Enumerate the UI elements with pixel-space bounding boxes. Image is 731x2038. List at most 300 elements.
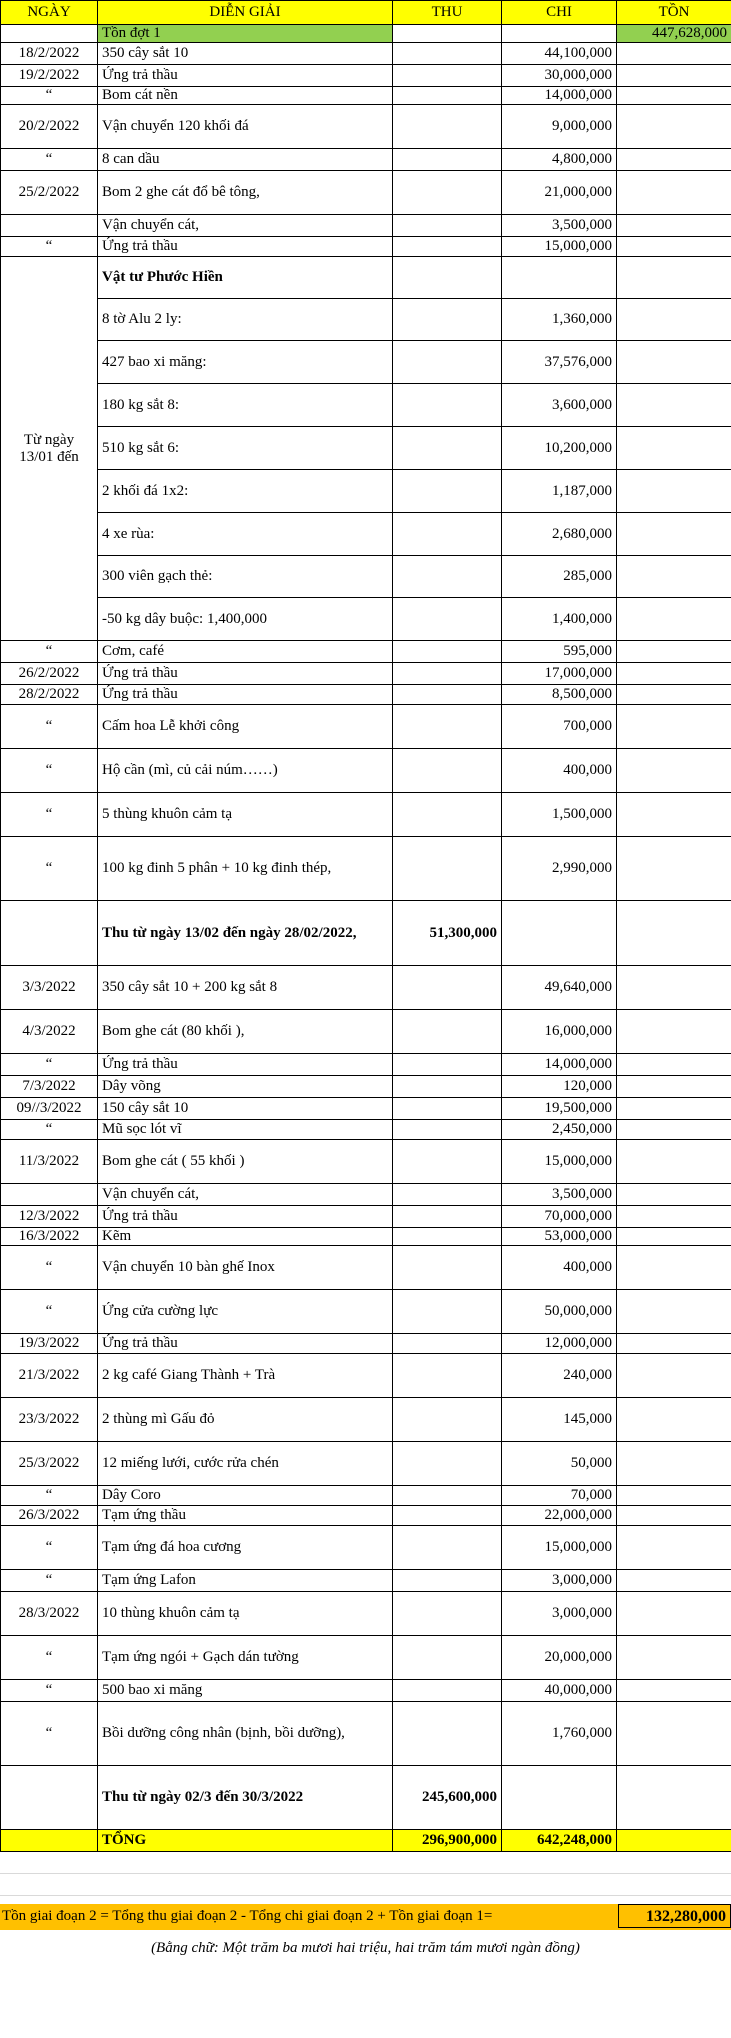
- table-row: [1, 1098, 731, 1120]
- cell-date: 11/3/2022: [1, 1140, 98, 1184]
- cell-desc: 300 viên gạch thẻ:: [98, 556, 393, 598]
- cell-chi: 14,000,000: [502, 1054, 617, 1076]
- cell-thu: [393, 43, 502, 65]
- table-row: [1, 705, 731, 749]
- cell-thu: [393, 1680, 502, 1702]
- table-row: [1, 598, 731, 641]
- cell-ton: [617, 427, 731, 470]
- table-row: [1, 384, 731, 427]
- table-row: [1, 341, 731, 384]
- cell-ton: [617, 87, 731, 105]
- cell-date: 25/3/2022: [1, 1442, 98, 1486]
- cell-chi: 37,576,000: [502, 341, 617, 384]
- cell-desc: Dây Coro: [98, 1486, 393, 1506]
- cell-desc: 10 thùng khuôn cảm tạ: [98, 1592, 393, 1636]
- cell-ton: [617, 513, 731, 556]
- amount-in-words: (Bằng chữ: Một trăm ba mươi hai triệu, hai trăm tám mươi ngàn đồng): [151, 1940, 580, 1956]
- cell-date: 16/3/2022: [1, 1228, 98, 1246]
- cell-date: 26/3/2022: [1, 1506, 98, 1526]
- cell-chi: 17,000,000: [502, 663, 617, 685]
- cell-thu: [393, 25, 502, 43]
- cell-desc: 350 cây sắt 10: [98, 43, 393, 65]
- cell-desc: Bom cát nền: [98, 87, 393, 105]
- cell-chi: 285,000: [502, 556, 617, 598]
- table-row: [1, 1398, 731, 1442]
- cell-thu: [393, 1486, 502, 1506]
- cell-desc: Tạm ứng thầu: [98, 1506, 393, 1526]
- cell-chi: 3,000,000: [502, 1592, 617, 1636]
- cell-desc: Dây võng: [98, 1076, 393, 1098]
- cell-chi: 53,000,000: [502, 1228, 617, 1246]
- cell-chi: 3,600,000: [502, 384, 617, 427]
- cell-thu: [393, 1246, 502, 1290]
- cell-desc: 4 xe rùa:: [98, 513, 393, 556]
- empty-row: [0, 1874, 731, 1896]
- cell-chi: 3,500,000: [502, 215, 617, 237]
- cell-date: “: [1, 1054, 98, 1076]
- table-row: [1, 1526, 731, 1570]
- header-chi: CHI: [502, 1, 617, 25]
- table-row: [1, 793, 731, 837]
- cell-date: “: [1, 837, 98, 901]
- header-dien-giai: DIỄN GIẢI: [98, 1, 393, 25]
- cell-ton: [617, 1442, 731, 1486]
- cell-thu: [393, 299, 502, 341]
- cell-date: [1, 1766, 98, 1830]
- cell-thu: [393, 1054, 502, 1076]
- cell-thu: [393, 641, 502, 663]
- cell-desc: 510 kg sắt 6:: [98, 427, 393, 470]
- cell-date: [1, 25, 98, 43]
- cell-ton: [617, 1098, 731, 1120]
- cell-desc: Vận chuyển cát,: [98, 1184, 393, 1206]
- cell-thu: [393, 705, 502, 749]
- cell-ton: [617, 1290, 731, 1334]
- table-row: [1, 1592, 731, 1636]
- cell-thu: [393, 384, 502, 427]
- cell-desc: 150 cây sắt 10: [98, 1098, 393, 1120]
- table-row: [1, 513, 731, 556]
- cell-chi: 14,000,000: [502, 87, 617, 105]
- cell-desc: Bom ghe cát (80 khối ),: [98, 1010, 393, 1054]
- cell-chi: 240,000: [502, 1354, 617, 1398]
- cell-thu: [393, 793, 502, 837]
- cell-ton: [617, 1246, 731, 1290]
- cell-date: “: [1, 149, 98, 171]
- cell-desc: Ứng trả thầu: [98, 1054, 393, 1076]
- table-row: [1, 1766, 731, 1830]
- cell-date: “: [1, 1570, 98, 1592]
- cell-desc: Tạm ứng ngói + Gạch dán tường: [98, 1636, 393, 1680]
- cell-ton: [617, 257, 731, 299]
- cell-thu: [393, 427, 502, 470]
- cell-desc: Ứng trả thầu: [98, 1206, 393, 1228]
- cell-desc: Kẽm: [98, 1228, 393, 1246]
- cell-chi: 3,000,000: [502, 1570, 617, 1592]
- cell-chi: 19,500,000: [502, 1098, 617, 1120]
- cell-ton: [617, 1354, 731, 1398]
- cell-desc: Cơm, café: [98, 641, 393, 663]
- cell-ton: [617, 793, 731, 837]
- table-row: [1, 837, 731, 901]
- cell-chi: 12,000,000: [502, 1334, 617, 1354]
- total-row: [1, 1830, 731, 1852]
- cell-desc: Bom ghe cát ( 55 khối ): [98, 1140, 393, 1184]
- cell-ton: 447,628,000: [617, 25, 731, 43]
- cell-thu: [393, 1354, 502, 1398]
- cell-desc: Ứng trả thầu: [98, 685, 393, 705]
- cell-desc: Mũ sọc lót vĩ: [98, 1120, 393, 1140]
- cell-thu: [393, 1076, 502, 1098]
- table-row: [1, 65, 731, 87]
- cell-ton: [617, 1228, 731, 1246]
- cell-desc: 2 khối đá 1x2:: [98, 470, 393, 513]
- cell-thu: [393, 598, 502, 641]
- cell-ton: [617, 299, 731, 341]
- cell-thu: 245,600,000: [393, 1766, 502, 1830]
- cell-desc: 8 tờ Alu 2 ly:: [98, 299, 393, 341]
- cell-desc: 427 bao xi măng:: [98, 341, 393, 384]
- cell-thu: [393, 966, 502, 1010]
- cell-chi: 15,000,000: [502, 1526, 617, 1570]
- cell-date: “: [1, 87, 98, 105]
- cell-desc: Bom 2 ghe cát đổ bê tông,: [98, 171, 393, 215]
- cell-chi: 40,000,000: [502, 1680, 617, 1702]
- cell-thu: [393, 1334, 502, 1354]
- cell-thu: [393, 837, 502, 901]
- cell-thu: [393, 1228, 502, 1246]
- table-row: [1, 1680, 731, 1702]
- table-row: [1, 685, 731, 705]
- cell-desc: Tạm ứng Lafon: [98, 1570, 393, 1592]
- table-row: [1, 1120, 731, 1140]
- table-row: [1, 1054, 731, 1076]
- cell-thu: [393, 1702, 502, 1766]
- cell-chi: 3,500,000: [502, 1184, 617, 1206]
- table-row: [1, 1354, 731, 1398]
- cell-thu: [393, 65, 502, 87]
- cell-thu: [393, 105, 502, 149]
- table-row: [1, 299, 731, 341]
- header-row: [1, 1, 731, 25]
- cell-chi: 2,680,000: [502, 513, 617, 556]
- cell-chi: 50,000,000: [502, 1290, 617, 1334]
- table-row: [1, 25, 731, 43]
- cell-desc: Thu từ ngày 02/3 đến 30/3/2022: [98, 1766, 393, 1830]
- table-row: [1, 1442, 731, 1486]
- header-ton: TỒN: [617, 1, 731, 25]
- table-row: [1, 966, 731, 1010]
- cell-desc: Vận chuyển 120 khối đá: [98, 105, 393, 149]
- table-row: [1, 149, 731, 171]
- cell-chi: [502, 25, 617, 43]
- table-row: [1, 1334, 731, 1354]
- table-row: [1, 1290, 731, 1334]
- cell-date: 19/3/2022: [1, 1334, 98, 1354]
- cell-desc: 12 miếng lưới, cước rửa chén: [98, 1442, 393, 1486]
- cell-chi: 44,100,000: [502, 43, 617, 65]
- cell-desc: Vật tư Phước Hiền: [98, 257, 393, 299]
- cell-date: 18/2/2022: [1, 43, 98, 65]
- table-row: [1, 663, 731, 685]
- cell-thu: [393, 237, 502, 257]
- cell-date: [1, 901, 98, 966]
- cell-chi: 4,800,000: [502, 149, 617, 171]
- cell-chi: [502, 257, 617, 299]
- cell-desc: Ứng trả thầu: [98, 237, 393, 257]
- cell-ton: [617, 1766, 731, 1830]
- cell-chi: 30,000,000: [502, 65, 617, 87]
- cell-date: 21/3/2022: [1, 1354, 98, 1398]
- cell-desc: 100 kg đinh 5 phân + 10 kg đinh thép,: [98, 837, 393, 901]
- cell-date: “: [1, 1246, 98, 1290]
- cell-chi: 16,000,000: [502, 1010, 617, 1054]
- cell-date: 28/2/2022: [1, 685, 98, 705]
- cell-chi: 22,000,000: [502, 1506, 617, 1526]
- cell-chi: [502, 901, 617, 966]
- cell-ton: [617, 1184, 731, 1206]
- cell-date: “: [1, 749, 98, 793]
- table-row: [1, 1246, 731, 1290]
- cell-date: 20/2/2022: [1, 105, 98, 149]
- cell-chi: 400,000: [502, 749, 617, 793]
- cell-date: [1, 1830, 98, 1852]
- cell-ton: [617, 556, 731, 598]
- table-row: [1, 556, 731, 598]
- table-row: [1, 427, 731, 470]
- cell-date: “: [1, 1680, 98, 1702]
- table-row: [1, 171, 731, 215]
- cell-desc: Ứng trả thầu: [98, 1334, 393, 1354]
- cell-ton: [617, 171, 731, 215]
- cell-ton: [617, 837, 731, 901]
- table-row: [1, 1570, 731, 1592]
- table-row: [1, 105, 731, 149]
- cell-date: “: [1, 793, 98, 837]
- cell-thu: [393, 215, 502, 237]
- cell-ton: [617, 65, 731, 87]
- summary-label: Tồn giai đoạn 2 = Tổng thu giai đoạn 2 - Tổng chi giai đoạn 2 + Tồn giai đoạn 1=: [2, 1908, 493, 1924]
- cell-ton: [617, 663, 731, 685]
- cell-desc: Tạm ứng đá hoa cương: [98, 1526, 393, 1570]
- cell-thu: [393, 1506, 502, 1526]
- table-row: [1, 257, 731, 299]
- cell-date: “: [1, 237, 98, 257]
- cell-ton: [617, 641, 731, 663]
- cell-thu: 51,300,000: [393, 901, 502, 966]
- cell-ton: [617, 341, 731, 384]
- table-row: [1, 43, 731, 65]
- table-row: [1, 1486, 731, 1506]
- cell-ton: [617, 705, 731, 749]
- cell-ton: [617, 470, 731, 513]
- table-row: [1, 1636, 731, 1680]
- cell-date: 26/2/2022: [1, 663, 98, 685]
- cell-ton: [617, 1526, 731, 1570]
- cell-chi: 1,500,000: [502, 793, 617, 837]
- cell-chi: 595,000: [502, 641, 617, 663]
- cell-chi: 2,450,000: [502, 1120, 617, 1140]
- cell-thu: [393, 1206, 502, 1228]
- cell-ton: [617, 749, 731, 793]
- cell-chi: 70,000,000: [502, 1206, 617, 1228]
- cell-date: 25/2/2022: [1, 171, 98, 215]
- cell-date: [1, 215, 98, 237]
- cell-ton: [617, 1702, 731, 1766]
- cell-date: “: [1, 705, 98, 749]
- table-row: [1, 470, 731, 513]
- cell-chi: 1,187,000: [502, 470, 617, 513]
- cell-chi: 20,000,000: [502, 1636, 617, 1680]
- cell-ton: [617, 1830, 731, 1852]
- cell-chi: 400,000: [502, 1246, 617, 1290]
- cell-ton: [617, 1398, 731, 1442]
- table-row: [1, 1228, 731, 1246]
- cell-desc: Thu từ ngày 13/02 đến ngày 28/02/2022,: [98, 901, 393, 966]
- cell-desc: -50 kg dây buộc: 1,400,000: [98, 598, 393, 641]
- header-thu: THU: [393, 1, 502, 25]
- table-row: [1, 87, 731, 105]
- cell-ton: [617, 685, 731, 705]
- cell-desc: 180 kg sắt 8:: [98, 384, 393, 427]
- cell-thu: [393, 1526, 502, 1570]
- cell-thu: [393, 1636, 502, 1680]
- cell-ton: [617, 1570, 731, 1592]
- cell-ton: [617, 1506, 731, 1526]
- cell-chi: 21,000,000: [502, 171, 617, 215]
- cell-ton: [617, 1486, 731, 1506]
- cell-thu: [393, 1184, 502, 1206]
- cell-desc: Bồi dưỡng công nhân (bịnh, bồi dưỡng),: [98, 1702, 393, 1766]
- table-row: [1, 1184, 731, 1206]
- cell-thu: [393, 1120, 502, 1140]
- table-row: [1, 1506, 731, 1526]
- table-row: [1, 1206, 731, 1228]
- cell-desc: TỔNG: [98, 1830, 393, 1852]
- cell-date: “: [1, 1486, 98, 1506]
- cell-chi: [502, 1766, 617, 1830]
- table-row: [1, 1010, 731, 1054]
- cell-thu: [393, 171, 502, 215]
- cell-desc: Vận chuyển 10 bàn ghế Inox: [98, 1246, 393, 1290]
- cell-chi: 642,248,000: [502, 1830, 617, 1852]
- cell-desc: 2 thùng mì Gấu đỏ: [98, 1398, 393, 1442]
- cell-thu: [393, 1140, 502, 1184]
- cell-thu: [393, 513, 502, 556]
- cell-thu: [393, 257, 502, 299]
- cell-desc: Ứng cửa cường lực: [98, 1290, 393, 1334]
- cell-thu: [393, 1398, 502, 1442]
- cell-chi: 15,000,000: [502, 1140, 617, 1184]
- cell-desc: Hộ cần (mì, củ cải núm……): [98, 749, 393, 793]
- cell-thu: [393, 556, 502, 598]
- table-row: [1, 749, 731, 793]
- ledger-body: [1, 25, 731, 1852]
- summary-value: 132,280,000: [618, 1904, 731, 1928]
- cell-desc: 350 cây sắt 10 + 200 kg sắt 8: [98, 966, 393, 1010]
- cell-date: 09//3/2022: [1, 1098, 98, 1120]
- cell-date: 3/3/2022: [1, 966, 98, 1010]
- cell-date: 23/3/2022: [1, 1398, 98, 1442]
- cell-thu: 296,900,000: [393, 1830, 502, 1852]
- cell-chi: 700,000: [502, 705, 617, 749]
- cell-thu: [393, 1290, 502, 1334]
- cell-ton: [617, 598, 731, 641]
- cell-chi: 15,000,000: [502, 237, 617, 257]
- cell-date: 12/3/2022: [1, 1206, 98, 1228]
- cell-ton: [617, 1140, 731, 1184]
- cell-date: 7/3/2022: [1, 1076, 98, 1098]
- cell-ton: [617, 1592, 731, 1636]
- cell-thu: [393, 1098, 502, 1120]
- cell-desc: 8 can dầu: [98, 149, 393, 171]
- cell-thu: [393, 1592, 502, 1636]
- cell-chi: 1,360,000: [502, 299, 617, 341]
- cell-thu: [393, 1570, 502, 1592]
- cell-thu: [393, 1010, 502, 1054]
- cell-chi: 2,990,000: [502, 837, 617, 901]
- cell-chi: 10,200,000: [502, 427, 617, 470]
- cell-ton: [617, 1076, 731, 1098]
- cell-chi: 145,000: [502, 1398, 617, 1442]
- cell-chi: 70,000: [502, 1486, 617, 1506]
- cell-chi: 50,000: [502, 1442, 617, 1486]
- cell-ton: [617, 1636, 731, 1680]
- cell-date: “: [1, 1120, 98, 1140]
- cell-desc: Cấm hoa Lễ khởi công: [98, 705, 393, 749]
- cell-thu: [393, 1442, 502, 1486]
- cell-date: “: [1, 1702, 98, 1766]
- cell-chi: 9,000,000: [502, 105, 617, 149]
- cell-desc: Vận chuyển cát,: [98, 215, 393, 237]
- cell-thu: [393, 149, 502, 171]
- cell-date: [1, 1184, 98, 1206]
- table-row: [1, 901, 731, 966]
- table-row: [1, 1076, 731, 1098]
- cell-thu: [393, 663, 502, 685]
- cell-chi: 8,500,000: [502, 685, 617, 705]
- header-ngay: NGÀY: [1, 1, 98, 25]
- cell-desc: 500 bao xi măng: [98, 1680, 393, 1702]
- summary-bar: [0, 1904, 731, 1930]
- cell-thu: [393, 685, 502, 705]
- cell-desc: Ứng trả thầu: [98, 65, 393, 87]
- empty-row: [0, 1852, 731, 1874]
- cell-date: 4/3/2022: [1, 1010, 98, 1054]
- cell-date: 28/3/2022: [1, 1592, 98, 1636]
- cell-chi: 49,640,000: [502, 966, 617, 1010]
- cell-ton: [617, 901, 731, 966]
- cell-desc: Ứng trả thầu: [98, 663, 393, 685]
- cell-desc: 2 kg café Giang Thành + Trà: [98, 1354, 393, 1398]
- cell-date: 19/2/2022: [1, 65, 98, 87]
- cell-date: “: [1, 1290, 98, 1334]
- cell-thu: [393, 87, 502, 105]
- cell-date: “: [1, 641, 98, 663]
- cell-desc: 5 thùng khuôn cảm tạ: [98, 793, 393, 837]
- table-row: [1, 1702, 731, 1766]
- table-row: [1, 237, 731, 257]
- cell-ton: [617, 1334, 731, 1354]
- cell-ton: [617, 43, 731, 65]
- cell-ton: [617, 1120, 731, 1140]
- cell-ton: [617, 149, 731, 171]
- cell-ton: [617, 1680, 731, 1702]
- table-row: [1, 215, 731, 237]
- cell-ton: [617, 966, 731, 1010]
- cell-desc: Tồn đợt 1: [98, 25, 393, 43]
- cell-date: “: [1, 1526, 98, 1570]
